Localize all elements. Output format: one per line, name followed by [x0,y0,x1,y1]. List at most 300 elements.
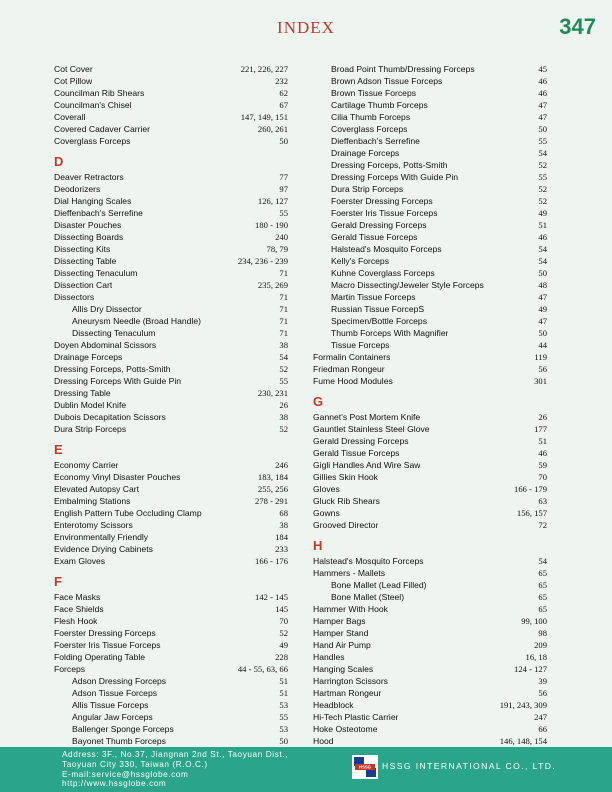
entry-label: Gerald Tissue Forceps [331,232,418,242]
entry-pages: 67 [279,100,288,110]
entry-label: Halstead's Mosquito Forceps [313,556,424,566]
index-entry [54,459,288,471]
entry-pages: 51 [279,688,288,698]
entry-label: Dressing Forceps With Guide Pin [54,376,182,386]
entry-pages: 54 [538,556,547,566]
index-entry [54,651,288,663]
index-subentry [313,267,547,279]
entry-label: Dura Strip Forceps [331,184,404,194]
entry-pages: 47 [538,316,547,326]
entry-label: Hammer With Hook [313,604,388,614]
entry-label: Allis Dry Dissector [72,304,142,314]
index-entry [54,123,288,135]
entry-label: Evidence Drying Cabinets [54,544,153,554]
entry-pages: 54 [538,244,547,254]
section-letter: G [313,394,324,409]
index-subentry [313,243,547,255]
entry-pages: 71 [279,328,288,338]
index-entry [54,591,288,603]
entry-label: Deaver Retractors [54,172,124,182]
entry-label: Face Shields [54,604,104,614]
entry-pages: 46 [538,232,547,242]
index-entry [313,483,547,495]
section-letter: F [54,574,62,589]
entry-label: Foerster Dressing Forceps [331,196,433,206]
index-entry [54,207,288,219]
entry-pages: 232 [275,76,288,86]
entry-pages: 44 [538,340,547,350]
entry-pages: 146, 148, 154 [499,736,547,746]
index-entry [54,279,288,291]
entry-label: Drainage Forceps [54,352,123,362]
index-subentry [54,723,288,735]
index-entry [54,111,288,123]
entry-pages: 44 - 55, 63, 66 [237,664,288,674]
index-entry [313,507,547,519]
index-entry [54,639,288,651]
entry-label: Drainage Forceps [331,148,400,158]
entry-label: Dissection Cart [54,280,113,290]
entry-pages: 49 [279,640,288,650]
address-line: Taoyuan City 330, Taiwan (R.O.C.) [62,759,208,769]
entry-pages: 52 [538,196,547,206]
index-subentry [313,339,547,351]
index-entry [313,351,547,363]
index-entry [54,531,288,543]
index-subentry [54,327,288,339]
index-entry [54,351,288,363]
entry-pages: 38 [279,412,288,422]
index-subentry [313,279,547,291]
entry-pages: 49 [538,304,547,314]
index-entry [54,75,288,87]
entry-pages: 78, 79 [266,244,288,254]
index-entry [54,519,288,531]
entry-pages: 63 [538,496,547,506]
index-entry [54,471,288,483]
entry-pages: 51 [538,220,547,230]
entry-label: Embalming Stations [54,496,131,506]
entry-label: Coverall [54,112,86,122]
index-entry [54,375,288,387]
entry-label: Environmentally Friendly [54,532,149,542]
index-subentry [313,159,547,171]
entry-label: Gerald Dressing Forceps [331,220,427,230]
entry-pages: 55 [538,172,547,182]
entry-pages: 52 [538,160,547,170]
entry-pages: 51 [538,436,547,446]
entry-label: Dieffenbach's Serrefine [331,136,420,146]
entry-label: Economy Carrier [54,460,119,470]
footer-bar [0,747,612,792]
index-entry [54,195,288,207]
entry-label: Bayonet Thumb Forceps [72,736,166,746]
entry-label: Hamper Stand [313,628,369,638]
entry-pages: 71 [279,316,288,326]
entry-pages: 55 [538,136,547,146]
entry-pages: 52 [279,364,288,374]
company-logo [352,755,378,779]
index-subentry [313,219,547,231]
entry-label: Brown Adson Tissue Forceps [331,76,443,86]
entry-label: Dissecting Table [54,256,117,266]
entry-pages: 145 [275,604,288,614]
entry-label: Exam Gloves [54,556,106,566]
entry-pages: 70 [279,616,288,626]
entry-pages: 65 [538,604,547,614]
index-entry [54,339,288,351]
entry-label: Elevated Autopsy Cart [54,484,140,494]
entry-label: Formalin Containers [313,352,391,362]
entry-label: Cilia Thumb Forceps [331,112,411,122]
entry-pages: 48 [538,280,547,290]
entry-label: Economy Vinyl Disaster Pouches [54,472,181,482]
entry-label: Kelly's Forceps [331,256,389,266]
index-entry [313,555,547,567]
entry-pages: 55 [279,208,288,218]
entry-pages: 55 [279,712,288,722]
index-subentry [313,87,547,99]
entry-pages: 77 [279,172,288,182]
index-subentry [313,171,547,183]
index-entry [313,435,547,447]
entry-label: Dubois Decapitation Scissors [54,412,166,422]
entry-label: Hand Air Pump [313,640,371,650]
entry-label: English Pattern Tube Occluding Clamp [54,508,202,518]
index-entry [54,267,288,279]
index-entry [313,615,547,627]
entry-pages: 184 [275,532,288,542]
index-subentry [313,579,547,591]
index-subentry [313,303,547,315]
entry-pages: 278 - 291 [255,496,288,506]
entry-label: Gauntlet Stainless Steel Glove [313,424,430,434]
index-subentry [313,123,547,135]
entry-pages: 38 [279,520,288,530]
entry-pages: 235, 269 [257,280,288,290]
entry-pages: 56 [538,364,547,374]
entry-pages: 233 [275,544,288,554]
entry-label: Hammers - Mallets [313,568,386,578]
index-subentry [54,303,288,315]
index-entry [54,231,288,243]
index-entry [54,663,288,675]
entry-label: Hi-Tech Plastic Carrier [313,712,399,722]
entry-label: Dura Strip Forceps [54,424,127,434]
entry-pages: 71 [279,268,288,278]
entry-pages: 124 - 127 [514,664,547,674]
index-entry [313,363,547,375]
entry-pages: 56 [538,688,547,698]
index-entry [54,387,288,399]
entry-label: Dissecting Tenaculum [72,328,156,338]
entry-pages: 156, 157 [516,508,547,518]
index-subentry [313,291,547,303]
entry-pages: 26 [538,412,547,422]
entry-pages: 47 [538,100,547,110]
entry-pages: 98 [538,628,547,638]
entry-pages: 260, 261 [257,124,288,134]
index-column-left [54,63,288,747]
entry-label: Handles [313,652,345,662]
index-entry [313,411,547,423]
entry-label: Flesh Hook [54,616,98,626]
entry-label: Gowns [313,508,340,518]
entry-label: Dublin Model Knife [54,400,127,410]
index-entry [54,171,288,183]
entry-label: Friedman Rongeur [313,364,385,374]
entry-label: Macro Dissecting/Jeweler Style Forceps [331,280,484,290]
index-subentry [313,63,547,75]
entry-label: Dressing Forceps With Guide Pin [331,172,459,182]
section-letter: H [313,538,323,553]
index-column-right [313,63,547,747]
index-entry [54,483,288,495]
index-entry [54,243,288,255]
entry-label: Dial Hanging Scales [54,196,132,206]
index-entry [54,411,288,423]
entry-pages: 99, 100 [521,616,547,626]
entry-label: Kuhne Coverglass Forceps [331,268,435,278]
index-subentry [54,699,288,711]
entry-label: Headblock [313,700,354,710]
entry-pages: 52 [279,628,288,638]
entry-pages: 49 [538,208,547,218]
entry-label: Allis Tissue Forceps [72,700,149,710]
page-title: INDEX [277,18,335,37]
index-entry [313,723,547,735]
index-entry [54,291,288,303]
entry-pages: 54 [538,148,547,158]
index-entry [54,63,288,75]
entry-pages: 54 [538,256,547,266]
entry-label: Dissecting Tenaculum [54,268,138,278]
entry-pages: 234, 236 - 239 [237,256,288,266]
entry-label: Dressing Forceps, Potts-Smith [54,364,171,374]
index-subentry [313,315,547,327]
entry-pages: 62 [279,88,288,98]
index-subentry [54,711,288,723]
entry-label: Face Masks [54,592,101,602]
entry-pages: 221, 226, 227 [240,64,288,74]
entry-label: Doyen Abdominal Scissors [54,340,157,350]
entry-pages: 46 [538,448,547,458]
index-subentry [313,207,547,219]
entry-label: Dissecting Kits [54,244,111,254]
index-subentry [313,195,547,207]
entry-label: Dissecting Boards [54,232,124,242]
entry-label: Deodorizers [54,184,101,194]
index-entry [54,555,288,567]
index-entry [54,615,288,627]
index-entry [313,651,547,663]
index-entry [313,627,547,639]
index-entry [313,639,547,651]
entry-pages: 177 [534,424,547,434]
index-subentry [54,675,288,687]
entry-pages: 46 [538,76,547,86]
entry-label: Disaster Pouches [54,220,122,230]
entry-label: Martin Tissue Forceps [331,292,416,302]
entry-label: Angular Jaw Forceps [72,712,153,722]
website-link[interactable]: http://www.hssglobe.com [62,779,167,789]
entry-label: Grooved Director [313,520,379,530]
entry-label: Foerster Iris Tissue Forceps [331,208,438,218]
entry-label: Dressing Forceps, Potts-Smith [331,160,448,170]
entry-pages: 50 [279,136,288,146]
index-entry [54,495,288,507]
entry-pages: 247 [534,712,547,722]
entry-pages: 191, 243, 309 [499,700,547,710]
entry-label: Gannet's Post Mortem Knife [313,412,421,422]
entry-label: Enterotomy Scissors [54,520,133,530]
entry-pages: 54 [279,352,288,362]
index-entry [313,735,547,747]
entry-pages: 51 [279,676,288,686]
entry-label: Covered Cadaver Carrier [54,124,150,134]
index-subentry [54,315,288,327]
index-subentry [313,591,547,603]
entry-pages: 209 [534,640,547,650]
entry-pages: 71 [279,292,288,302]
entry-label: Dissectors [54,292,95,302]
entry-label: Halstead's Mosquito Forceps [331,244,442,254]
entry-pages: 50 [279,736,288,746]
footer-address [62,750,288,789]
entry-label: Gluck Rib Shears [313,496,380,506]
entry-pages: 50 [538,268,547,278]
index-subentry [313,231,547,243]
entry-pages: 55 [279,376,288,386]
entry-label: Gerald Dressing Forceps [313,436,409,446]
entry-label: Gerald Tissue Forceps [313,448,400,458]
entry-label: Bone Mallet (Lead Filled) [331,580,427,590]
entry-pages: 50 [538,124,547,134]
entry-pages: 46 [538,88,547,98]
entry-label: Adson Tissue Forceps [72,688,158,698]
entry-label: Brown Tissue Forceps [331,88,417,98]
index-entry [54,507,288,519]
logo-text: HSSG [359,764,371,770]
entry-label: Ballenger Sponge Forceps [72,724,174,734]
entry-label: Hamper Bags [313,616,366,626]
entry-label: Councilman's Chisel [54,100,132,110]
entry-label: Gillies Skin Hook [313,472,378,482]
index-entry [54,543,288,555]
index-subentry [313,147,547,159]
index-subentry [313,255,547,267]
index-entry [54,627,288,639]
entry-label: Cartilage Thumb Forceps [331,100,428,110]
entry-pages: 142 - 145 [255,592,288,602]
entry-label: Forceps [54,664,86,674]
index-entry [313,519,547,531]
index-entry [313,471,547,483]
page-number: 347 [559,14,596,39]
entry-pages: 166 - 179 [514,484,547,494]
entry-pages: 240 [275,232,288,242]
entry-pages: 38 [279,340,288,350]
entry-label: Foerster Iris Tissue Forceps [54,640,161,650]
index-entry [313,447,547,459]
index-entry [313,459,547,471]
entry-label: Specimen/Bottle Forceps [331,316,428,326]
entry-label: Bone Mallet (Steel) [331,592,405,602]
entry-pages: 39 [538,676,547,686]
entry-label: Hood [313,736,334,746]
entry-pages: 97 [279,184,288,194]
entry-pages: 180 - 190 [255,220,288,230]
entry-label: Councilman Rib Shears [54,88,145,98]
entry-pages: 53 [279,700,288,710]
entry-pages: 70 [538,472,547,482]
entry-label: Gloves [313,484,340,494]
index-entry [313,699,547,711]
entry-label: Hanging Scales [313,664,374,674]
entry-pages: 246 [275,460,288,470]
section-letter: E [54,442,63,457]
entry-pages: 183, 184 [257,472,288,482]
company-name: HSSG INTERNATIONAL CO., LTD. [382,761,557,771]
entry-label: Thumb Forceps With Magnifier [331,328,449,338]
entry-label: Gigli Handles And Wire Saw [313,460,421,470]
entry-label: Adson Dressing Forceps [72,676,167,686]
entry-label: Russian Tissue ForcepS [331,304,425,314]
entry-pages: 45 [538,64,547,74]
entry-label: Cot Cover [54,64,93,74]
index-entry [54,363,288,375]
entry-pages: 47 [538,292,547,302]
entry-label: Dressing Table [54,388,111,398]
entry-pages: 119 [534,352,547,362]
entry-pages: 65 [538,568,547,578]
entry-label: Foerster Dressing Forceps [54,628,156,638]
entry-label: Aneurysm Needle (Broad Handle) [72,316,201,326]
entry-pages: 166 - 176 [255,556,288,566]
index-entry [313,663,547,675]
entry-pages: 255, 256 [257,484,288,494]
index-subentry [54,687,288,699]
index-entry [313,567,547,579]
index-subentry [313,99,547,111]
index-entry [313,675,547,687]
entry-pages: 52 [538,184,547,194]
entry-pages: 50 [538,328,547,338]
entry-pages: 230, 231 [257,388,288,398]
entry-pages: 53 [279,724,288,734]
section-letter: D [54,154,64,169]
index-entry [313,603,547,615]
index-subentry [313,135,547,147]
entry-pages: 126, 127 [257,196,288,206]
index-entry [54,135,288,147]
entry-label: Coverglass Forceps [331,124,408,134]
index-entry [54,603,288,615]
email-link[interactable]: E-mail:service@hssglobe.com [62,769,189,779]
index-entry [313,495,547,507]
address-line: Address: 3F., No.37, Jiangnan 2nd St., Taoyuan Dist., [62,750,288,759]
index-subentry [54,735,288,747]
entry-pages: 16, 18 [525,652,547,662]
index-entry [54,255,288,267]
entry-pages: 228 [275,652,288,662]
entry-label: Folding Operating Table [54,652,146,662]
index-entry [54,399,288,411]
index-entry [313,375,547,387]
entry-pages: 71 [279,304,288,314]
index-subentry [313,111,547,123]
entry-pages: 52 [279,424,288,434]
